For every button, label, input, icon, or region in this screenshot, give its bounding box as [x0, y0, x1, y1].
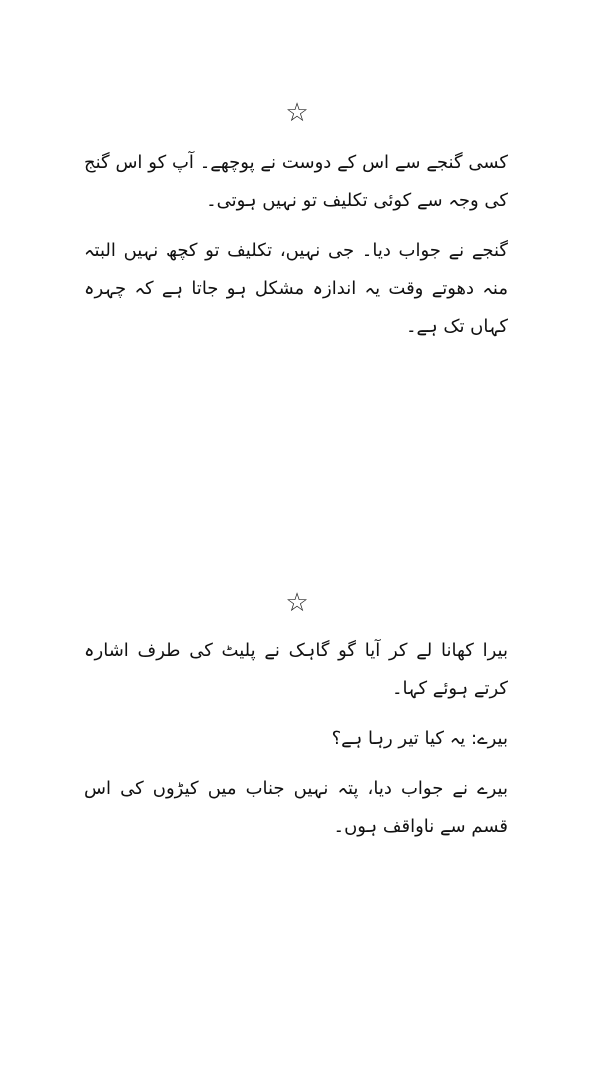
- joke-1-answer: گنجے نے جواب دیا۔ جی نہیں، تکلیف تو کچھ نہیں البتہ منہ دھوتے وقت یہ اندازہ مشکل ہو جاتا ہے کہ چہرہ کہاں تک ہے۔: [84, 240, 508, 337]
- joke-2-answer: بیرے نے جواب دیا، پتہ نہیں جناب میں کیڑوں کی اس قسم سے ناواقف ہوں۔: [84, 778, 508, 837]
- joke-1-question: کسی گنجے سے اس کے دوست نے پوچھے۔ آپ کو اس گنج کی وجہ سے کوئی تکلیف تو نہیں ہوتی۔: [84, 152, 508, 211]
- joke-2: [84, 632, 508, 858]
- joke-2-intro: بیرا کھانا لے کر آیا گو گاہک نے پلیٹ کی طرف اشارہ کرتے ہوئے کہا۔: [84, 640, 508, 699]
- star-icon: ☆: [285, 98, 309, 128]
- joke-1: [84, 144, 508, 358]
- joke-2-question: بیرے: یہ کیا تیر رہا ہے؟: [331, 728, 508, 749]
- star-icon: ☆: [285, 588, 309, 618]
